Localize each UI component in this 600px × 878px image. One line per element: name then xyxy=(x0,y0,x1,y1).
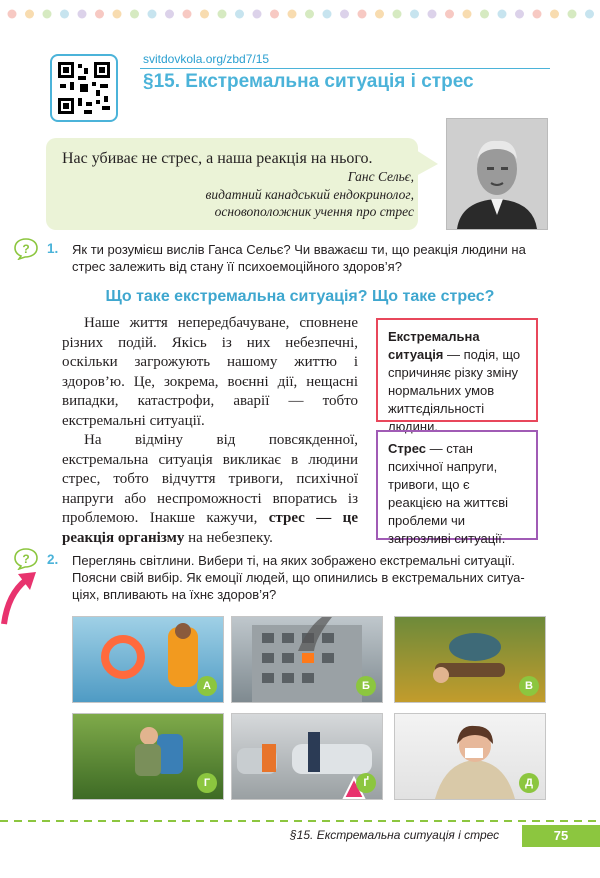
question-2-number: 2. xyxy=(47,552,59,567)
question-1-number: 1. xyxy=(47,241,59,256)
decorative-dot xyxy=(235,10,244,19)
paragraph-2-start: На відміну від повсякденної, екстремальна ситуація викликає в людини стрес, тобто відчуття тривоги, психічної напруги або неспроможності впоратись із проблемою. Інакше кажучи, xyxy=(62,432,358,526)
portrait-photo xyxy=(446,118,548,230)
decorative-dot xyxy=(148,10,157,19)
svg-text:?: ? xyxy=(22,552,30,566)
decorative-dot xyxy=(305,10,314,19)
section-title: §15. Екстремальна ситуація і стрес xyxy=(143,71,474,92)
definition-text: — подія, що спричиняє різку зміну нормальних умов життєдіяльності людини. xyxy=(388,347,521,434)
question-1-line: Як ти розумієш вислів Ганса Сельє? Чи вважаєш ти, що реакція людини на xyxy=(72,242,526,257)
decorative-dot xyxy=(8,10,17,19)
decorative-dot xyxy=(358,10,367,19)
question-2-line: ціях, впливають на їхнє здоров’я? xyxy=(72,587,277,602)
paragraph-2 xyxy=(62,431,358,548)
subheading: Що таке екстремальна ситуація? Що таке стрес? xyxy=(105,288,495,305)
quote-author-desc-2: основоположник учення про стрес xyxy=(214,204,414,219)
question-2-text xyxy=(72,552,525,603)
photo-building-fire xyxy=(231,616,383,703)
qr-code[interactable] xyxy=(50,54,118,122)
decorative-dot xyxy=(253,10,262,19)
photo-label: А xyxy=(197,676,217,696)
question-2-line: Переглянь світлини. Вибери ті, на яких зображено екстремальні ситуації. xyxy=(72,553,515,568)
page-number: 75 xyxy=(522,825,600,847)
decorative-dot xyxy=(568,10,577,19)
quote-pointer xyxy=(416,150,438,180)
decorative-dot xyxy=(375,10,384,19)
decorative-dot xyxy=(533,10,542,19)
decorative-dot xyxy=(340,10,349,19)
footer-divider xyxy=(0,820,600,822)
decorative-dot xyxy=(480,10,489,19)
photo-car-accident xyxy=(231,713,383,800)
question-1-text xyxy=(72,241,526,275)
decorative-dot xyxy=(183,10,192,19)
body-text xyxy=(62,314,358,548)
photo-label: Ґ xyxy=(356,773,376,793)
decorative-dot xyxy=(445,10,454,19)
photo-label: В xyxy=(519,676,539,696)
question-bubble-icon xyxy=(14,548,38,570)
decorative-dot xyxy=(200,10,209,19)
definition-term: Стрес xyxy=(388,441,426,456)
decorative-dot xyxy=(25,10,34,19)
decorative-dot xyxy=(550,10,559,19)
photo-hiker-fallen xyxy=(394,616,546,703)
decorative-dot xyxy=(585,10,594,19)
photo-label: Б xyxy=(356,676,376,696)
photo-label: Г xyxy=(197,773,217,793)
decorative-dot xyxy=(270,10,279,19)
definition-text: — стан психічної напруги, тривоги, що є реакцією на життєві проблеми чи загрозливі ситуації. xyxy=(388,441,509,546)
definition-extreme-situation xyxy=(376,318,538,434)
footer-section-title: §15. Екстремальна ситуація і стрес xyxy=(290,828,500,842)
qr-code-icon xyxy=(58,62,110,114)
decorative-dot xyxy=(410,10,419,19)
decorative-dot xyxy=(113,10,122,19)
question-1-line: стрес залежить від стану її психоемоційного здоров’я? xyxy=(72,259,402,274)
quote-text: Нас убиває не стрес, а наша реакція на нього. xyxy=(62,150,373,167)
decorative-dot xyxy=(43,10,52,19)
decorative-dot xyxy=(60,10,69,19)
quote-author-desc-1: видатний канадський ендокринолог, xyxy=(205,186,414,202)
definition-stress xyxy=(376,430,538,546)
photo-rescue-water xyxy=(72,616,224,703)
decorative-dot xyxy=(393,10,402,19)
decorative-dot xyxy=(95,10,104,19)
quote-author: Ганс Сельє, xyxy=(347,169,414,184)
pink-arrow-icon xyxy=(0,568,40,628)
paragraph-1: Наше життя непередбачуване, сповнене різних подій. Якісь із них небезпечні, оскільки загрожують нашому життю і здоров’ю. Це, зокрема, воєнні дії, нещасні випадки, катастрофи, аварії — тобто екстремальні ситуації. xyxy=(62,315,358,429)
definition-term: Екстремальна ситуація xyxy=(388,329,480,362)
paragraph-2-bold: стрес — це реакція організму xyxy=(62,510,358,546)
decorative-dot xyxy=(130,10,139,19)
paragraph-2-end: на небезпеку. xyxy=(188,529,273,546)
question-2-line: Поясни свій вибір. Як емоції людей, що опинились в екстремальних ситуа- xyxy=(72,570,525,585)
header-divider xyxy=(140,68,550,69)
photo-lost-in-forest xyxy=(72,713,224,800)
decorative-dot xyxy=(498,10,507,19)
quote-attribution xyxy=(114,168,414,221)
svg-text:?: ? xyxy=(22,242,30,256)
photo-label: Д xyxy=(519,773,539,793)
decorative-dot xyxy=(323,10,332,19)
decorative-dot xyxy=(218,10,227,19)
decorative-dot xyxy=(515,10,524,19)
resource-link[interactable]: svitdovkola.org/zbd7/15 xyxy=(143,52,270,66)
decorative-dot xyxy=(78,10,87,19)
decorative-dot xyxy=(288,10,297,19)
decorative-dot xyxy=(463,10,472,19)
photo-sick-person xyxy=(394,713,546,800)
decorative-dot xyxy=(428,10,437,19)
question-bubble-icon xyxy=(14,238,38,260)
decorative-dots xyxy=(0,0,600,36)
decorative-dot xyxy=(165,10,174,19)
